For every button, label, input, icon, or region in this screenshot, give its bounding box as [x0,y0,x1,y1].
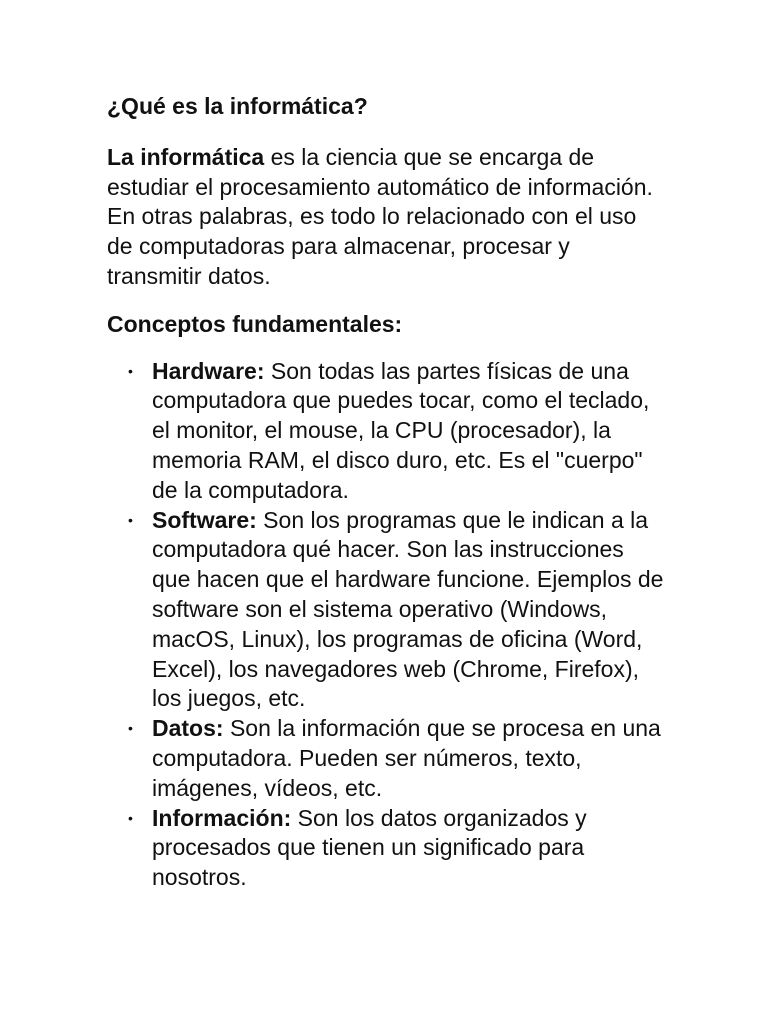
bullet-icon: • [128,362,133,379]
concept-text: Son la información que se procesa en una computadora. Pueden ser números, texto, imágenes, vídeos, etc. [152,715,661,801]
bullet-icon: • [128,809,133,826]
list-item-software [128,506,667,715]
concept-text: Son todas las partes físicas de una computadora que puedes tocar, como el teclado, el monitor, el mouse, la CPU (procesador), la memoria RAM, el disco duro, etc. Es el "cuerpo" de la computadora. [152,357,650,503]
list-item-informacion [128,804,667,893]
concept-text: Son los programas que le indican a la computadora qué hacer. Son las instrucciones que hacen que el hardware funcione. Ejemplos de software son el sistema operativo (Windows, macOS, Linux), los programas de oficina (Word, Excel), los navegadores web (Chrome, Firefox), los juegos, etc. [152,506,664,712]
list-item-datos [128,714,667,803]
section-heading: Conceptos fundamentales: [107,310,403,337]
bullet-icon: • [128,720,133,737]
bullet-icon: • [128,511,133,528]
concept-term: Hardware: [152,357,265,384]
concept-text: Son los datos organizados y procesados que tienen un significado para nosotros. [152,804,587,891]
intro-term: La informática [107,143,265,170]
concepts-list [107,357,667,893]
intro-text: es la ciencia que se encarga de estudiar el procesamiento automático de información. En otras palabras, es todo lo relacionado con el uso de computadoras para almacenar, procesar y transmitir datos. [107,143,653,289]
list-item-hardware [128,357,667,506]
document-page [107,92,667,893]
concept-term: Software: [152,506,257,533]
concept-term: Información: [152,804,292,831]
concept-term: Datos: [152,715,224,742]
page-title: ¿Qué es la informática? [107,93,368,119]
intro-paragraph [107,143,667,292]
